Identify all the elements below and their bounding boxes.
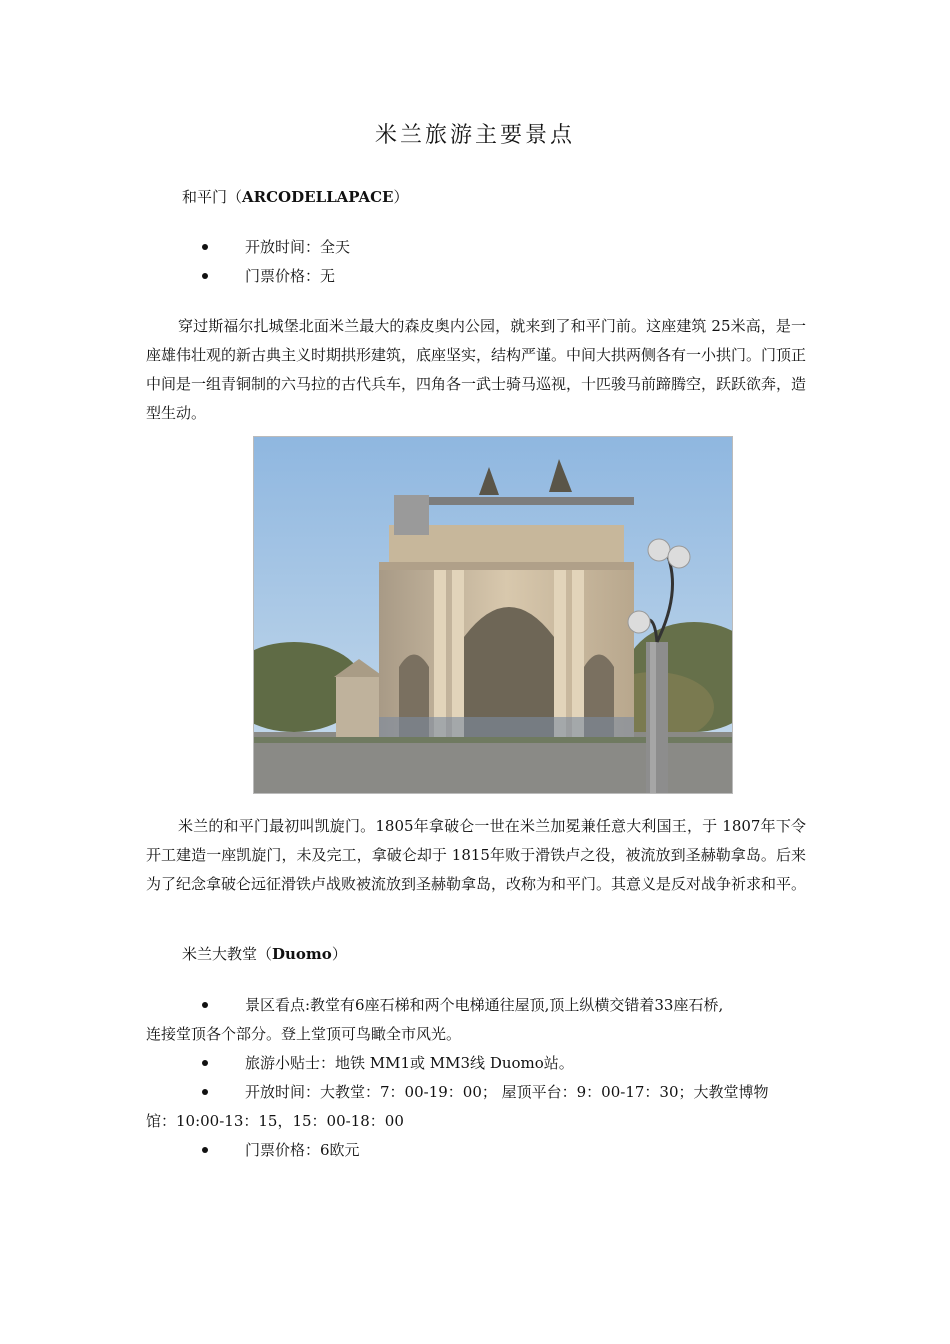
heading-suffix: ） (393, 188, 409, 206)
heading-bold: ARCODELLAPACE (242, 188, 394, 206)
bullet-highlights: 景区看点:教堂有6座石梯和两个电梯通往屋顶,顶上纵横交错着33座石桥, (245, 996, 724, 1014)
page-title: 米兰旅游主要景点 (374, 123, 575, 148)
bullet-dot (202, 273, 208, 279)
section-heading-duomo (182, 943, 347, 964)
bullet-ticket-price-duomo: 门票价格：6欧元 (245, 1141, 360, 1159)
bullet-opening-hours: 开放时间：全天 (245, 238, 351, 256)
bullet-dot (202, 244, 208, 250)
heading-prefix: 和平门（ (182, 188, 243, 206)
bullet-opening-hours-continued: 馆：10:00-13：15，15：00-18：00 (146, 1112, 404, 1130)
arco-della-pace-photo (253, 436, 733, 794)
bullet-opening-hours-duomo: 开放时间：大教堂：7：00-19：00； 屋顶平台：9：00-17：30；大教堂博物 (245, 1083, 769, 1101)
bullet-dot (202, 1147, 208, 1153)
heading-suffix: ） (331, 945, 347, 963)
paragraph-arco-history: 米兰的和平门最初叫凯旋门。1805年拿破仑一世在米兰加冕兼任意大利国王，于 1807年下令开工建造一座凯旋门，未及完工，拿破仑却于 1815年败于滑铁卢之役，被流放到圣赫勒拿岛。后来为了纪念拿破仑远征滑铁卢战败被流放到圣赫勒拿岛，改称为和平门。其意义是反对战争祈求和平。 (146, 817, 807, 893)
paragraph-arco-description: 穿过斯福尔扎城堡北面米兰最大的森皮奥内公园，就来到了和平门前。这座建筑 25米高，是一座雄伟壮观的新古典主义时期拱形建筑，底座坚实，结构严谨。中间大拱两侧各有一小拱门。门顶正中间是一组青铜制的六马拉的古代兵车，四角各一武士骑马巡视，十匹骏马前蹄腾空，跃跃欲奔，造型生动。 (146, 317, 807, 422)
bullet-travel-tips: 旅游小贴士：地铁 MM1或 MM3线 Duomo站。 (245, 1054, 574, 1072)
heading-bold: Duomo (272, 945, 332, 963)
bullet-ticket-price: 门票价格：无 (245, 267, 336, 285)
bullet-dot (202, 1002, 208, 1008)
bullet-dot (202, 1060, 208, 1066)
bullet-dot (202, 1089, 208, 1095)
section-heading-arco (182, 186, 409, 207)
bullet-highlights-continued: 连接堂顶各个部分。登上堂顶可鸟瞰全市风光。 (146, 1025, 462, 1043)
heading-prefix: 米兰大教堂（ (182, 945, 273, 963)
